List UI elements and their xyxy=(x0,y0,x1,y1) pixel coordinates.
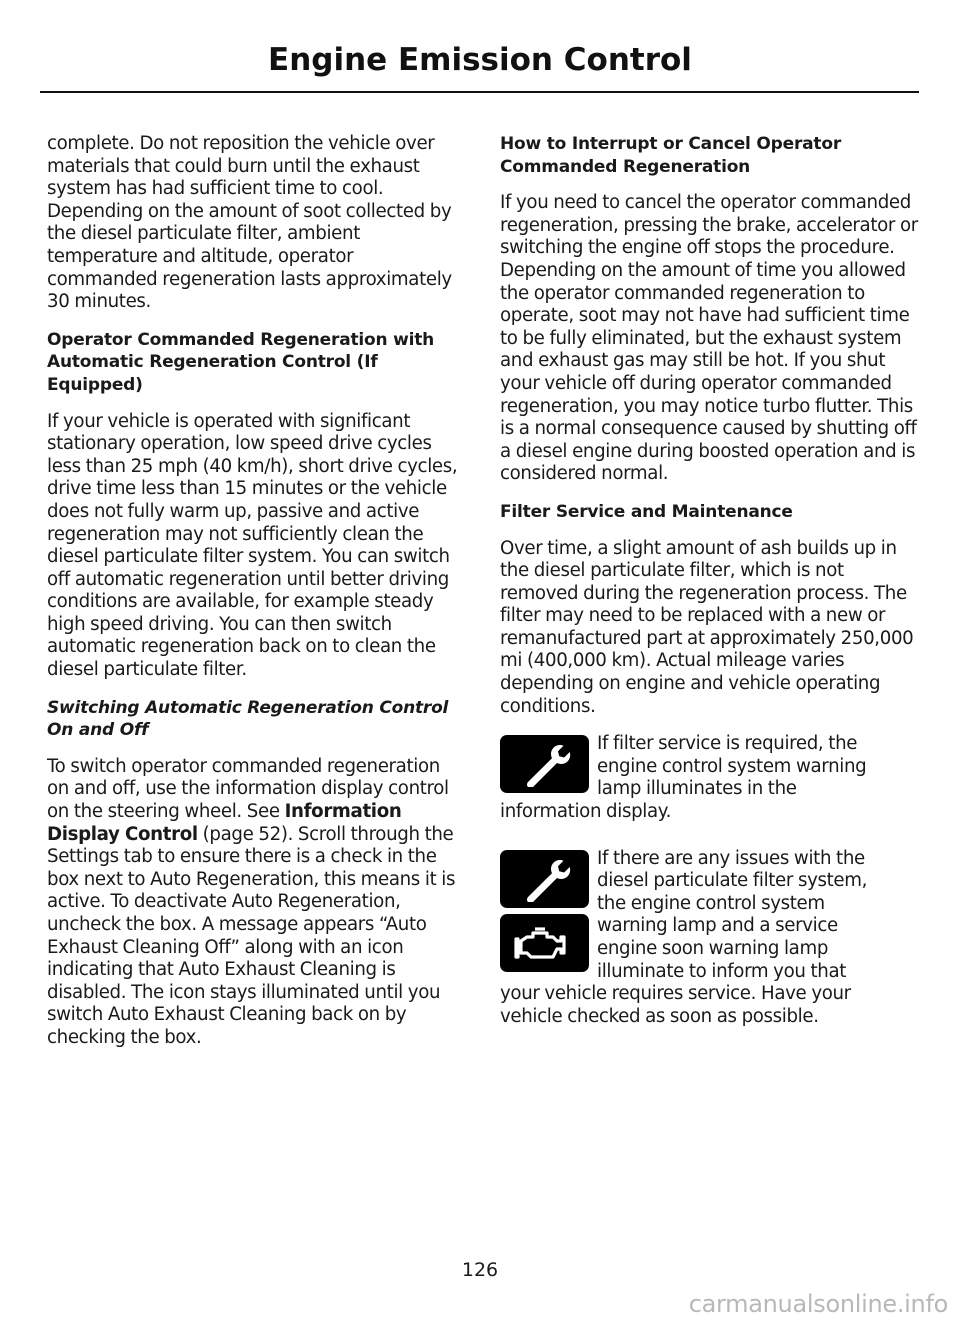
notice-line: warning lamp and a service xyxy=(597,915,838,937)
notice-line: If there are any issues with the xyxy=(597,847,865,869)
heading-switching-regeneration: Switching Automatic Regeneration Control On and Off xyxy=(47,697,449,741)
page-number: 126 xyxy=(461,1259,499,1281)
paragraph-regeneration-complete: complete. Do not reposition the vehicle over materials that could burn until the exhaust system has had sufficient time to cool. Depending on the amount of soot collected by the diesel particulate filter, ambient temperature and altitude, operator commanded regeneration lasts approximately 30 minutes. xyxy=(47,133,452,313)
heading-interrupt-cancel: How to Interrupt or Cancel Operator Commanded Regeneration xyxy=(500,134,842,177)
filter-service-notice xyxy=(500,733,918,823)
wrench-icon xyxy=(500,735,589,793)
notice-line: engine control system warning xyxy=(597,755,867,777)
heading-filter-service: Filter Service and Maintenance xyxy=(500,501,793,522)
dpf-issues-notice xyxy=(500,848,918,1029)
notice-line: information display. xyxy=(500,801,672,823)
info-display-control-link[interactable]: Information Display Control xyxy=(47,801,402,845)
text-segment: To switch operator commanded regeneration on and off, use the information display control on the steering wheel. See xyxy=(47,755,449,823)
paragraph-ash-buildup: Over time, a slight amount of ash builds up in the diesel particulate filter, which is not removed during the regeneration process. The filter may need to be replaced with a new or remanufactured part at approximately 250,000 mi (400,000 km). Actual mileage varies depending on engine and vehicle operating conditions. xyxy=(500,537,914,717)
paragraph-automatic-regeneration: If your vehicle is operated with significant stationary operation, low speed drive cycles less than 25 mph (40 km/h), short drive cycles, drive time less than 15 minutes or the vehicle does not fully warm up, passive and active regeneration may not sufficiently clean the diesel particulate filter system. You can switch off automatic regeneration until better driving conditions are available, for example steady high speed driving. You can then switch automatic regeneration back on to clean the diesel particulate filter. xyxy=(47,410,458,681)
notice-line: If filter service is required, the xyxy=(597,733,858,755)
paragraph-cancel-regeneration: If you need to cancel the operator commanded regeneration, pressing the brake, accelerator or switching the engine off stops the procedure. Depending on the amount of time you allowed the operator commanded regeneration to operate, soot may not have had sufficient time to be fully eliminated, but the exhaust system and exhaust gas may still be hot. If you shut your vehicle off during operator commanded regeneration, you may notice turbo flutter. This is a normal consequence caused by shutting off a diesel engine during boosted operation and is considered normal. xyxy=(500,192,918,485)
notice-line: vehicle checked as soon as possible. xyxy=(500,1005,819,1027)
notice-line: your vehicle requires service. Have your xyxy=(500,983,851,1005)
notice-line: the engine control system xyxy=(597,892,825,914)
notice-line: illuminate to inform you that xyxy=(597,960,847,982)
check-engine-icon xyxy=(500,914,589,972)
heading-operator-commanded-regeneration: Operator Commanded Regeneration with Automatic Regeneration Control (If Equipped) xyxy=(47,329,435,395)
text-segment: (page 52). Scroll through the Settings tab to ensure there is a check in the box next to Auto Regeneration, this means it is active. To deactivate Auto Regeneration, uncheck the box. A message appears “Auto Exhaust Cleaning Off” along with an icon indicating that Auto Exhaust Cleaning is disabled. The icon stays illuminated until you switch Auto Exhaust Cleaning back on by checking the box. xyxy=(47,823,456,1048)
title-divider xyxy=(40,91,919,93)
notice-line: lamp illuminates in the xyxy=(597,778,797,800)
wrench-icon xyxy=(500,850,589,908)
page-title: Engine Emission Control xyxy=(268,42,692,78)
right-column xyxy=(500,133,918,1028)
notice-line: engine soon warning lamp xyxy=(597,938,829,959)
left-column xyxy=(47,133,461,1065)
notice-line: diesel particulate filter system, xyxy=(597,870,868,892)
paragraph-switching-instructions xyxy=(47,756,461,1050)
watermark: carmanualsonline.info xyxy=(688,1290,948,1318)
